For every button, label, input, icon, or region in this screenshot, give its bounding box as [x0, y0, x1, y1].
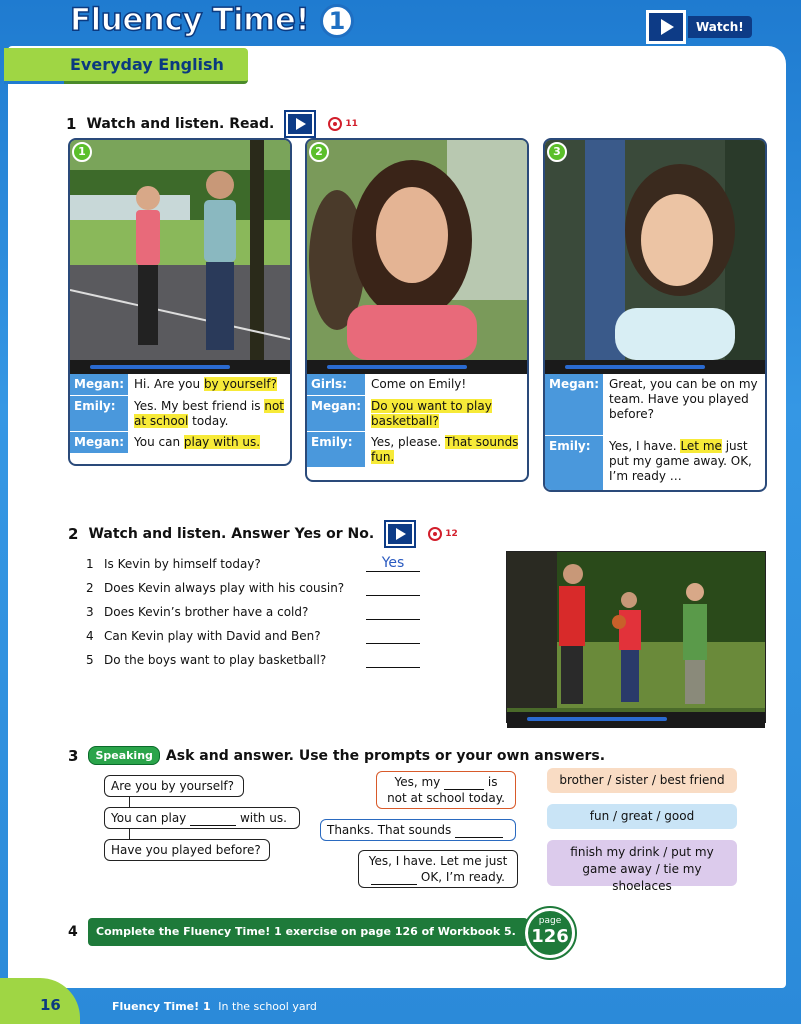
speaker: Megan:: [307, 396, 365, 432]
dialogue-line: [307, 374, 527, 396]
video-progress-bar[interactable]: [70, 360, 290, 374]
panel-number: 2: [309, 142, 329, 162]
line-text: [603, 436, 765, 492]
line-pre: Yes, please.: [371, 435, 445, 449]
track-number: 11: [345, 119, 358, 129]
bubble-text: Yes, my: [394, 775, 441, 789]
question-item: [86, 576, 420, 600]
page-badge[interactable]: [525, 908, 575, 958]
question-item: [86, 552, 420, 576]
line-text: [128, 432, 290, 454]
line-text: Come on Emily!: [371, 377, 467, 391]
video-progress-bar[interactable]: [545, 360, 765, 374]
highlight: Do you want to play basketball?: [371, 399, 492, 428]
highlight: play with us.: [183, 435, 261, 449]
prompt-chip-blue: fun / great / good: [547, 804, 737, 829]
panel-number: 1: [72, 142, 92, 162]
question-text: Does Kevin’s brother have a cold?: [104, 605, 309, 619]
video-still-2[interactable]: [307, 140, 527, 360]
section-1-heading: [66, 112, 358, 136]
section-instruction: Watch and listen. Read.: [86, 116, 275, 132]
watch-badge[interactable]: [646, 10, 752, 44]
dialogue-line: [307, 396, 527, 432]
question-item: [86, 648, 420, 672]
line-text: [365, 396, 527, 432]
speaker: Megan:: [70, 432, 128, 454]
dialogue-line: [307, 432, 527, 468]
photo-girl-closeup: [307, 140, 529, 360]
blank[interactable]: [371, 884, 417, 885]
speaker: Megan:: [70, 374, 128, 396]
track-number: 12: [445, 529, 458, 539]
bubble-text: is: [487, 775, 498, 789]
line-text: Great, you can be on my team. Have you played before?: [609, 377, 758, 421]
bubble-text: with us.: [239, 811, 287, 825]
comic-panel-2: [305, 138, 529, 482]
video-progress-bar[interactable]: [307, 360, 527, 374]
video-still-4[interactable]: [506, 551, 766, 723]
line-post: just put my game away. OK, I’m ready …: [609, 439, 752, 483]
bubble-text: OK, I’m ready.: [420, 870, 505, 884]
video-icon[interactable]: [286, 112, 314, 136]
answer-bubble-2: [320, 819, 516, 841]
question-number: 4: [86, 629, 94, 643]
line-text: [365, 432, 527, 468]
line-post: today.: [188, 414, 229, 428]
bubble-text: not at school today.: [387, 791, 505, 805]
footer-subtitle: In the school yard: [218, 1000, 317, 1013]
speaker: Girls:: [307, 374, 365, 396]
watch-label: Watch!: [688, 16, 752, 38]
dialogue-line: [545, 436, 765, 492]
section-number: 2: [68, 525, 79, 543]
blank[interactable]: [455, 837, 503, 838]
section-instruction: Ask and answer. Use the prompts or your own answers.: [165, 747, 606, 764]
workbook-banner[interactable]: Complete the Fluency Time! 1 exercise on page 126 of Workbook 5.: [88, 918, 528, 946]
speaker: Megan:: [545, 374, 603, 436]
footer-title-main: Fluency Time! 1: [112, 1000, 211, 1013]
photo-boys-outside: [507, 552, 765, 708]
section-4-number: 4: [68, 924, 78, 940]
question-item: [86, 600, 420, 624]
video-icon[interactable]: [386, 522, 414, 546]
photo-girls-walking: [70, 140, 292, 360]
cd-icon: [328, 117, 342, 131]
comic-panel-1: [68, 138, 292, 466]
dialogue-line: [70, 396, 290, 432]
dialogue: [307, 374, 527, 468]
prompt-bubble-3: Have you played before?: [104, 839, 270, 861]
line-pre: Yes. My best friend is: [134, 399, 265, 413]
highlight: by yourself?: [203, 377, 278, 391]
answer-blank[interactable]: [366, 652, 420, 668]
photo-megan-smiling: [545, 140, 767, 360]
line-text: [128, 396, 290, 432]
page-number: 16: [40, 996, 61, 1014]
answer-bubble-3: [358, 850, 518, 888]
dialogue: [70, 374, 290, 454]
dialogue-line: [545, 374, 765, 436]
blank[interactable]: [190, 825, 236, 826]
answer-blank[interactable]: [366, 628, 420, 644]
question-list: [86, 552, 420, 672]
video-progress-bar[interactable]: [507, 712, 765, 728]
section-3-heading: [68, 746, 605, 765]
title-number-badge: 1: [320, 4, 354, 38]
prompt-chip-orange: brother / sister / best friend: [547, 768, 737, 793]
page-label: page: [538, 916, 562, 926]
dialogue: [545, 374, 765, 492]
video-still-3[interactable]: [545, 140, 765, 360]
question-number: 3: [86, 605, 94, 619]
question-number: 2: [86, 581, 94, 595]
line-pre: You can: [134, 435, 184, 449]
speaker: Emily:: [545, 436, 603, 492]
section-instruction: Watch and listen. Answer Yes or No.: [88, 526, 375, 542]
audio-track[interactable]: [428, 527, 458, 541]
video-play-icon[interactable]: [646, 10, 686, 44]
question-text: Can Kevin play with David and Ben?: [104, 629, 321, 643]
speaking-badge: Speaking: [88, 746, 159, 765]
panel-number: 3: [547, 142, 567, 162]
cd-icon: [428, 527, 442, 541]
video-still-1[interactable]: [70, 140, 290, 360]
answer-blank[interactable]: [366, 580, 420, 596]
speaker: Emily:: [307, 432, 365, 468]
line-text: [128, 374, 290, 396]
section-number: 3: [68, 746, 79, 765]
blank[interactable]: [444, 789, 484, 790]
question-number: 5: [86, 653, 94, 667]
dialogue-line: [70, 374, 290, 396]
prompt-bubble-1: Are you by yourself?: [104, 775, 244, 797]
question-text: Do the boys want to play basketball?: [104, 653, 327, 667]
bubble-text: You can play: [111, 811, 187, 825]
question-text: Is Kevin by himself today?: [104, 557, 261, 571]
page-title: Fluency Time!: [70, 2, 310, 38]
section-number: 1: [66, 115, 77, 133]
dialogue-line: [70, 432, 290, 454]
question-item: [86, 624, 420, 648]
page-number: 126: [531, 926, 569, 947]
bubble-text: Thanks. That sounds: [327, 823, 452, 837]
section-subtitle: Everyday English: [4, 48, 248, 84]
highlight: Let me: [680, 439, 722, 453]
answer-bubble-1: [376, 771, 516, 809]
line-pre: Hi. Are you: [134, 377, 204, 391]
question-text: Does Kevin always play with his cousin?: [104, 581, 345, 595]
bubble-text: Yes, I have. Let me just: [368, 854, 508, 868]
prompt-chip-purple: finish my drink / put my game away / tie my shoelaces: [547, 840, 737, 886]
audio-track[interactable]: [328, 117, 358, 131]
highlight: not at school: [134, 399, 285, 428]
line-pre: Yes, I have.: [609, 439, 681, 453]
answer-blank[interactable]: Yes: [366, 556, 420, 572]
highlight: That sounds fun.: [371, 435, 519, 464]
speaker: Emily:: [70, 396, 128, 432]
section-2-heading: [68, 522, 458, 546]
prompt-bubble-2: [104, 807, 300, 829]
question-number: 1: [86, 557, 94, 571]
answer-blank[interactable]: [366, 604, 420, 620]
comic-panel-3: [543, 138, 767, 492]
footer-title: [112, 1000, 317, 1013]
